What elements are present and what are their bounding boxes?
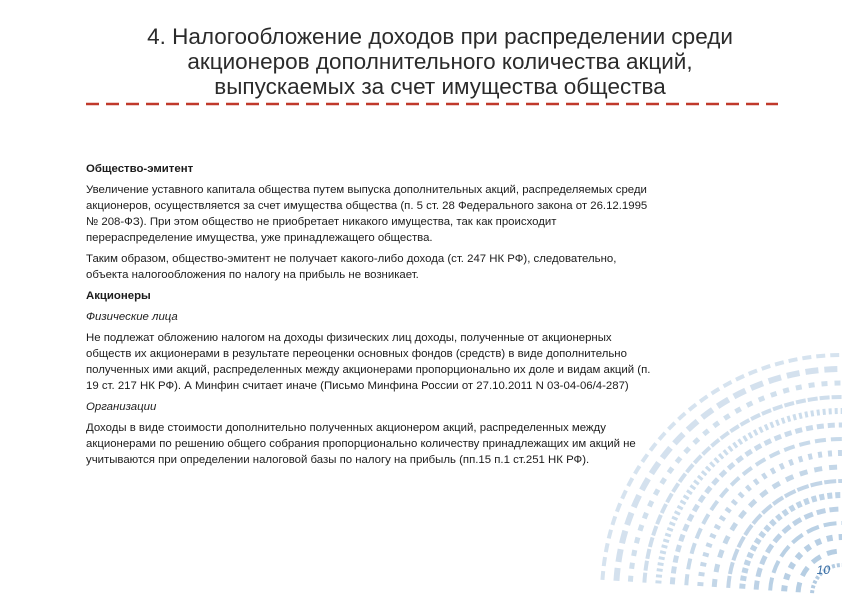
text-line: перераспределение имущества, уже принадлежащего общества. [86, 232, 433, 244]
title-line-3: выпускаемых за счет имущества общества [214, 74, 666, 99]
issuer-paragraph-1 [86, 182, 786, 246]
title-line-1: 4. Налогообложение доходов при распределении среди [147, 24, 733, 49]
text-line: 19 ст. 217 НК РФ). А Минфин считает иначе (Письмо Минфина России от 27.10.2011 N 03-04-06/4-287) [86, 380, 629, 392]
slide-body [86, 161, 786, 473]
text-line: учитываются при определении налоговой базы по налогу на прибыль (пп.15 п.1 ст.251 НК РФ). [86, 454, 590, 466]
individuals-paragraph [86, 330, 786, 394]
organizations-paragraph [86, 420, 786, 468]
shareholders-heading: Акционеры [86, 290, 151, 302]
decorative-arc [770, 523, 842, 590]
decorative-arc [784, 537, 842, 591]
text-line: акционеров, осуществляется за счет имущества общества (п. 5 ст. 28 Федерального закона от 26.12.1995 [86, 200, 648, 212]
decorative-arc [756, 509, 842, 590]
text-line: акционерами по решению общего собрания пропорционально количеству принадлежащих им акций не [86, 438, 636, 450]
text-line: № 208-ФЗ). При этом общество не приобретает никакого имущества, так как происходит [86, 216, 557, 228]
text-line: Увеличение уставного капитала общества путем выпуска дополнительных акций, распределяемых среди [86, 184, 647, 196]
issuer-heading: Общество-эмитент [86, 163, 194, 175]
page-number: 10 [816, 563, 830, 577]
slide-title [95, 24, 785, 99]
text-line: Таким образом, общество-эмитент не получает какого-либо дохода (ст. 247 НК РФ), следовательно, [86, 253, 617, 265]
title-underline-dashed [86, 102, 778, 106]
individuals-heading: Физические лица [86, 311, 178, 323]
text-line: объекта налогообложения по налогу на прибыль не возникает. [86, 269, 419, 281]
issuer-paragraph-2 [86, 251, 786, 283]
text-line: Не подлежат обложению налогом на доходы физических лиц доходы, полученные от акционерных [86, 332, 612, 344]
text-line: Доходы в виде стоимости дополнительно полученных акционером акций, распределенных между [86, 422, 606, 434]
text-line: обществ их акционерами в результате переоценки основных фондов (средств) в виде дополнительно [86, 348, 627, 360]
title-line-2: акционеров дополнительного количества акций, [187, 49, 693, 74]
organizations-heading: Организации [86, 401, 157, 413]
text-line: полученных ими акций, распределенных между акционерами пропорционально их доле и видам акций (п. [86, 364, 651, 376]
